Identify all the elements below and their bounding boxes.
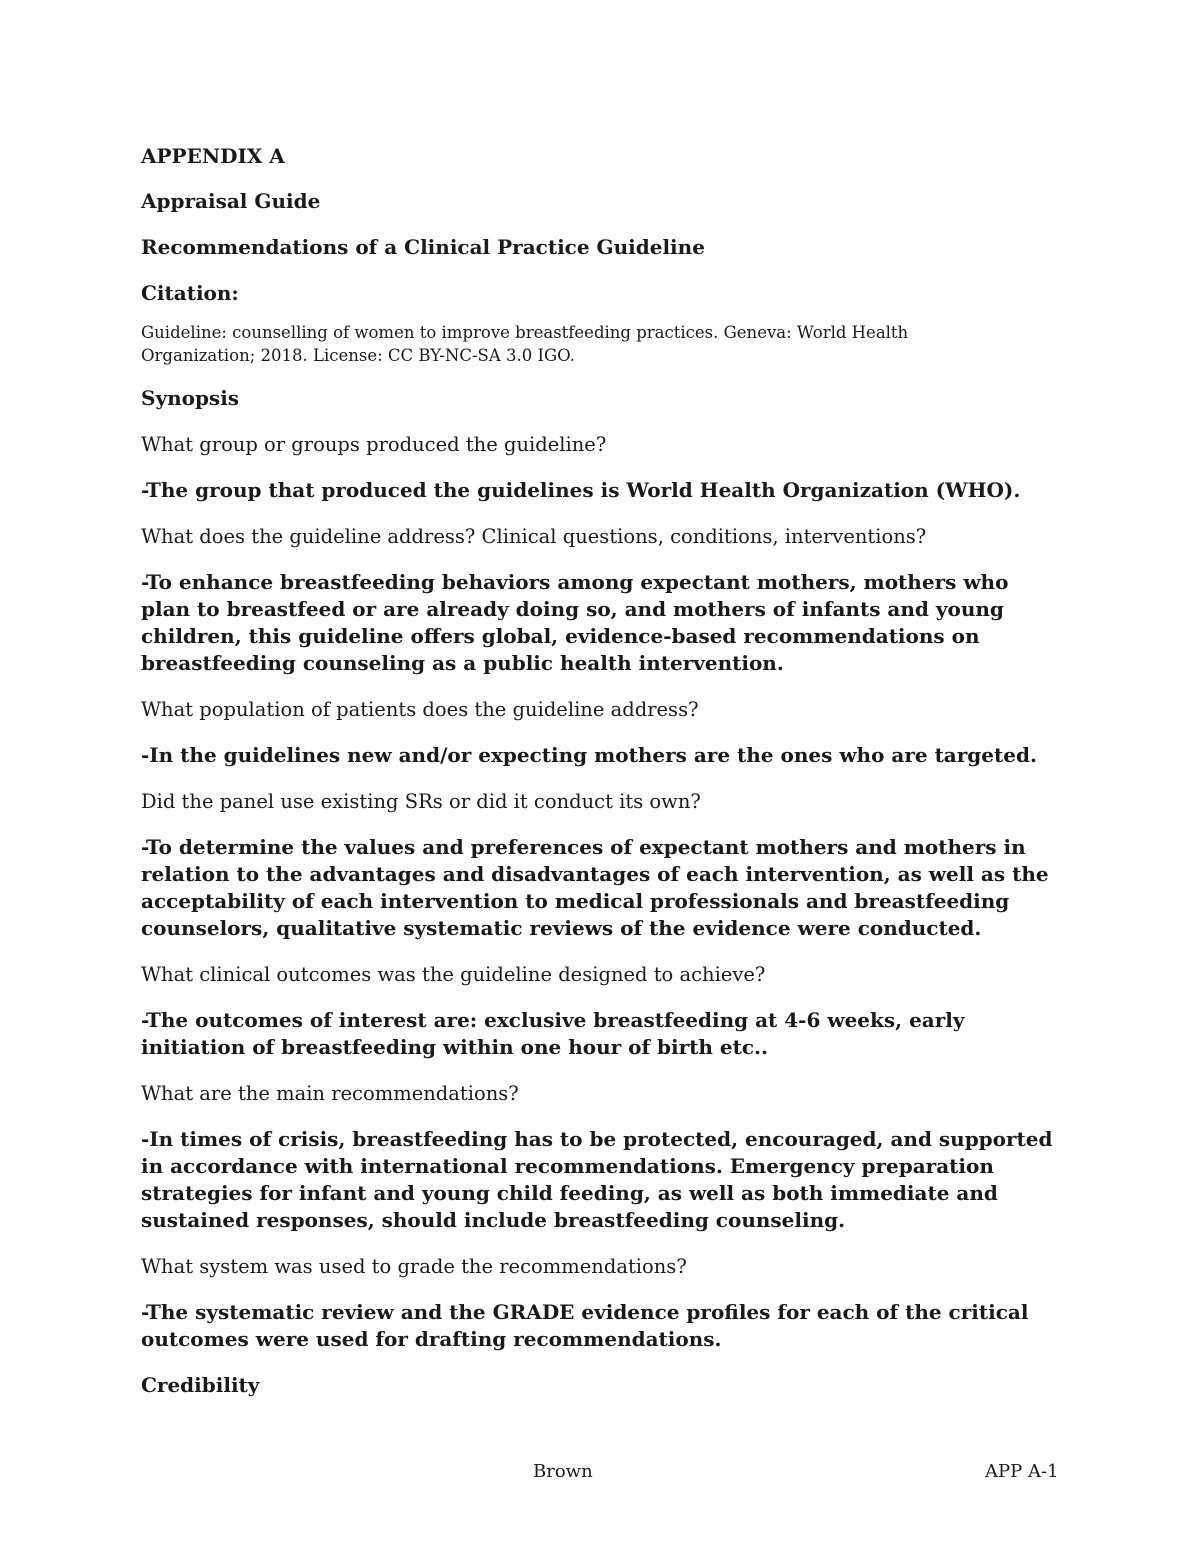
question-text: What system was used to grade the recommendations? xyxy=(141,1255,687,1278)
question-text: What are the main recommendations? xyxy=(141,1082,519,1105)
synopsis-label: Synopsis xyxy=(141,386,240,410)
appendix-title: APPENDIX A xyxy=(141,144,285,168)
answer-text: -To enhance breastfeeding behaviors among expectant mothers, mothers who plan to breastfeed or are already doing so, and mothers of infants and young children, this guideline offers global, evidence-based recommendations on breastfeeding counseling as a public health intervention. xyxy=(141,570,1009,675)
document-title: Recommendations of a Clinical Practice Guideline xyxy=(141,235,705,259)
guide-title: Appraisal Guide xyxy=(141,189,321,213)
citation-text xyxy=(141,321,1056,367)
document-body xyxy=(141,143,1056,1418)
answer-text: -The systematic review and the GRADE evidence profiles for each of the critical outcomes were used for drafting recommendations. xyxy=(141,1300,1029,1351)
citation-line: Organization; 2018. License: CC BY-NC-SA 3.0 IGO. xyxy=(141,346,575,365)
answer-text: -In times of crisis, breastfeeding has to be protected, encouraged, and supported in accordance with international recommendations. Emergency preparation strategies for infant and young child feeding, as well as both immediate and sustained responses, should include breastfeeding counseling. xyxy=(141,1127,1053,1232)
question-text: What group or groups produced the guideline? xyxy=(141,433,607,456)
question-text: What does the guideline address? Clinical questions, conditions, interventions? xyxy=(141,525,927,548)
citation-label: Citation: xyxy=(141,281,239,305)
answer-text: -The outcomes of interest are: exclusive breastfeeding at 4-6 weeks, early initiation of breastfeeding within one hour of birth etc.. xyxy=(141,1008,965,1059)
answer-text: -To determine the values and preferences of expectant mothers and mothers in relation to the advantages and disadvantages of each intervention, as well as the acceptability of each intervention to medical professionals and breastfeeding counselors, qualitative systematic reviews of the evidence were conducted. xyxy=(141,835,1049,940)
answer-text: -In the guidelines new and/or expecting mothers are the ones who are targeted. xyxy=(141,743,1037,767)
question-text: What population of patients does the guideline address? xyxy=(141,698,699,721)
credibility-label: Credibility xyxy=(141,1373,260,1397)
question-text: What clinical outcomes was the guideline designed to achieve? xyxy=(141,963,766,986)
question-text: Did the panel use existing SRs or did it conduct its own? xyxy=(141,790,701,813)
citation-line: Guideline: counselling of women to improve breastfeeding practices. Geneva: World Health xyxy=(141,323,909,342)
footer-author: Brown xyxy=(533,1461,593,1482)
footer-page-number: APP A-1 xyxy=(985,1461,1059,1482)
answer-text: -The group that produced the guidelines is World Health Organization (WHO). xyxy=(141,478,1021,502)
